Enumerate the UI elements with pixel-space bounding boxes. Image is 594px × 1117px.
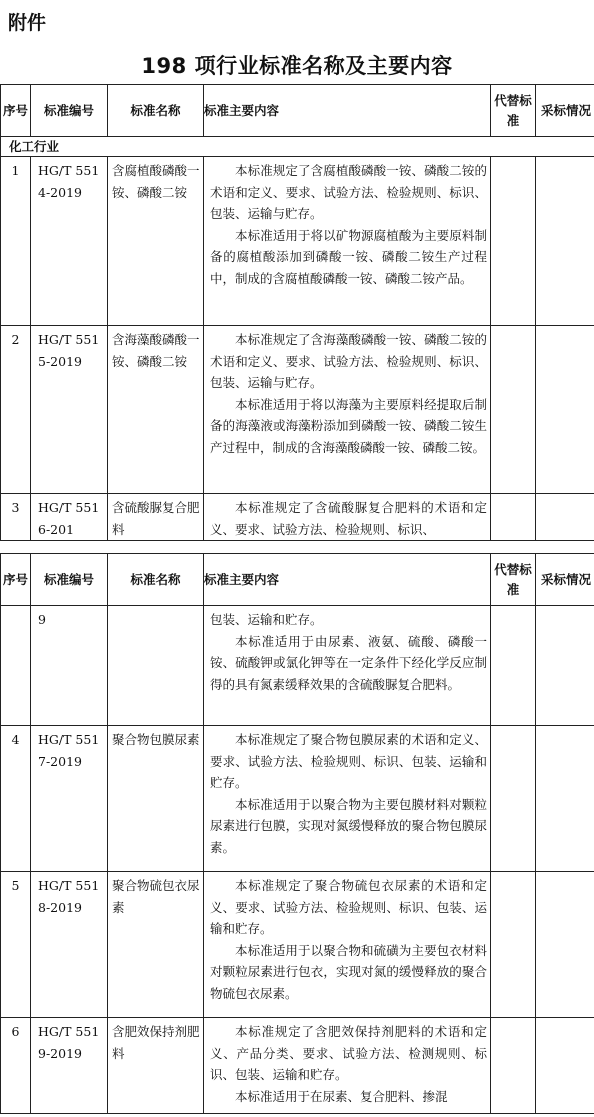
header-adoption: 采标情况: [536, 554, 594, 606]
row-name: 含海藻酸磷酸一铵、磷酸二铵: [108, 326, 204, 494]
row-name: 聚合物包膜尿素: [108, 726, 204, 872]
row-replaced: [491, 157, 536, 326]
table-row: [1, 326, 594, 494]
row-code: 9: [31, 606, 108, 726]
content-paragraph: 本标准适用于在尿素、复合肥料、掺混: [235, 1088, 448, 1104]
row-adoption: [536, 1018, 594, 1114]
content-paragraph: 本标准规定了聚合物包膜尿素的术语和定义、要求、试验方法、检验规则、标识、包装、运输和贮存。: [210, 732, 487, 790]
content-paragraph: 本标准规定了含腐植酸磷酸一铵、磷酸二铵的术语和定义、要求、试验方法、检验规则、标识、包装、运输与贮存。: [210, 163, 487, 221]
header-adoption: 采标情况: [536, 85, 594, 137]
row-code: HG/T 5515-2019: [31, 326, 108, 494]
row-no: 4: [1, 726, 31, 872]
standards-table-page-1: [0, 84, 594, 541]
content-paragraph: 本标准适用于以聚合物和硫磺为主要包衣材料对颗粒尿素进行包衣，实现对氮的缓慢释放的聚合物硫包衣尿素。: [210, 942, 487, 1001]
row-adoption: [536, 494, 594, 541]
sector-row: [1, 137, 594, 157]
header-name: 标准名称: [108, 85, 204, 137]
row-code: HG/T 5514-2019: [31, 157, 108, 326]
row-adoption: [536, 726, 594, 872]
row-no: 5: [1, 872, 31, 1018]
table-row: [1, 494, 594, 541]
row-name: 含肥效保持剂肥料: [108, 1018, 204, 1114]
row-adoption: [536, 157, 594, 326]
content-paragraph: 本标准适用于以聚合物为主要包膜材料对颗粒尿素进行包膜，实现对氮缓慢释放的聚合物包膜尿素。: [210, 796, 487, 855]
row-adoption: [536, 326, 594, 494]
content-paragraph: 本标准规定了聚合物硫包衣尿素的术语和定义、要求、试验方法、检验规则、标识、包装、运输和贮存。: [210, 878, 487, 936]
table-header-row: [1, 554, 594, 606]
row-replaced: [491, 606, 536, 726]
row-content: [204, 326, 491, 494]
attachment-label: 附件: [8, 12, 47, 34]
content-paragraph: 本标准规定了含海藻酸磷酸一铵、磷酸二铵的术语和定义、要求、试验方法、检验规则、标识、包装、运输与贮存。: [210, 332, 487, 390]
row-no: 6: [1, 1018, 31, 1114]
row-content: [204, 726, 491, 872]
table-row: [1, 157, 594, 326]
header-no: 序号: [1, 554, 31, 606]
row-name: 含腐植酸磷酸一铵、磷酸二铵: [108, 157, 204, 326]
row-content: [204, 1018, 491, 1114]
table-row: [1, 606, 594, 726]
row-replaced: [491, 1018, 536, 1114]
header-content: 标准主要内容: [204, 85, 491, 137]
row-content: [204, 606, 491, 726]
row-no: [1, 606, 31, 726]
content-paragraph: 本标准适用于由尿素、液氨、硫酸、磷酸一铵、硫酸钾或氯化钾等在一定条件下经化学反应制得的具有氮素缓释效果的含硫酸脲复合肥料。: [210, 633, 487, 692]
table-header-row: [1, 85, 594, 137]
row-code: HG/T 5516-201: [31, 494, 108, 541]
row-replaced: [491, 726, 536, 872]
row-name: 聚合物硫包衣尿素: [108, 872, 204, 1018]
header-name: 标准名称: [108, 554, 204, 606]
row-name: [108, 606, 204, 726]
sector-label: 化工行业: [1, 137, 594, 157]
header-content: 标准主要内容: [204, 554, 491, 606]
row-replaced: [491, 494, 536, 541]
table-row: [1, 726, 594, 872]
header-replaced: 代替标准: [491, 554, 536, 606]
header-no: 序号: [1, 85, 31, 137]
content-paragraph: 本标准规定了含肥效保持剂肥料的术语和定义、产品分类、要求、试验方法、检测规则、标识、包装、运输和贮存。: [210, 1024, 487, 1082]
row-code: HG/T 5518-2019: [31, 872, 108, 1018]
document-title: 198 项行业标准名称及主要内容: [141, 54, 453, 78]
row-content: [204, 872, 491, 1018]
content-paragraph: 包装、运输和贮存。: [210, 612, 323, 627]
row-content: [204, 494, 491, 541]
table-row: [1, 872, 594, 1018]
row-content: [204, 157, 491, 326]
row-adoption: [536, 872, 594, 1018]
row-no: 3: [1, 494, 31, 541]
header-code: 标准编号: [31, 85, 108, 137]
header-code: 标准编号: [31, 554, 108, 606]
row-adoption: [536, 606, 594, 726]
row-replaced: [491, 872, 536, 1018]
content-paragraph: 本标准规定了含硫酸脲复合肥料的术语和定义、要求、试验方法、检验规则、标识、: [210, 500, 487, 537]
table-row: [1, 1018, 594, 1114]
header-replaced: 代替标准: [491, 85, 536, 137]
row-no: 2: [1, 326, 31, 494]
content-paragraph: 本标准适用于将以矿物源腐植酸为主要原料制备的腐植酸添加到磷酸一铵、磷酸二铵生产过程中，制成的含腐植酸磷酸一铵、磷酸二铵产品。: [210, 227, 487, 286]
row-name: 含硫酸脲复合肥料: [108, 494, 204, 541]
row-no: 1: [1, 157, 31, 326]
row-code: HG/T 5519-2019: [31, 1018, 108, 1114]
row-code: HG/T 5517-2019: [31, 726, 108, 872]
content-paragraph: 本标准适用于将以海藻为主要原料经提取后制备的海藻液或海藻粉添加到磷酸一铵、磷酸二铵生产过程中，制成的含海藻酸磷酸一铵、磷酸二铵。: [210, 396, 487, 455]
row-replaced: [491, 326, 536, 494]
standards-table-page-2: [0, 553, 594, 1114]
